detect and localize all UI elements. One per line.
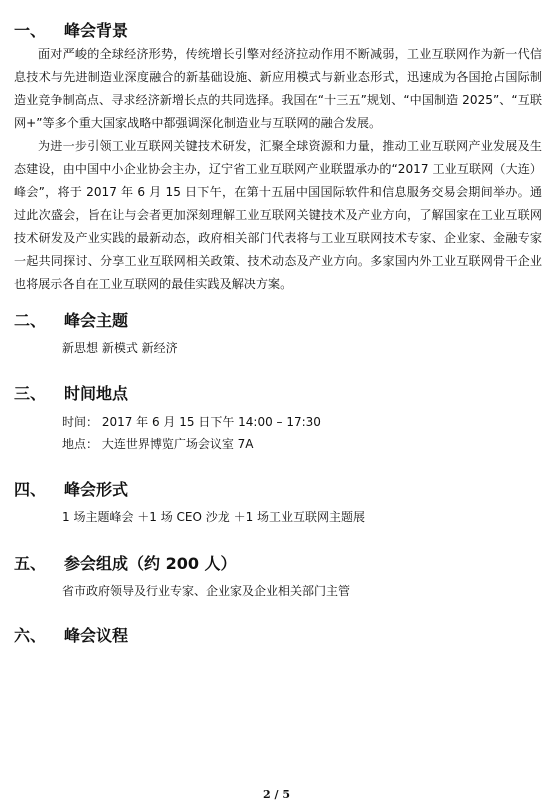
background-paragraph-2: 为进一步引领工业互联网关键技术研发，汇聚全球资源和力量，推动工业互联网产业发展及生态建设，由中国中小企业协会主办，辽宁省工业互联网产业联盟承办的“2017 工业互联网（大连）峰会”，将于 2017 年 6 月 15 日下午，在第十五届中国国际软件和信息服务交易会期间举办。通过此次盛会，旨在让与会者更加深刻理解工业互联网关键技术及产业方向，了解国家在工业互联网技术研发及产业实践的最新动态，政府相关部门代表将与工业互联网技术专家、企业家、金融专家一起共同探讨、分享工业互联网相关政策、技术动态及产业方向。多家国内外工业互联网骨干企业也将展示各自在工业互联网的最佳实践及解决方案。	[14, 139, 542, 291]
section-heading-format	[14, 480, 128, 500]
section-title: 峰会形式	[64, 480, 129, 499]
attendees-text: 省市政府领导及行业专家、企业家及企业相关部门主管	[62, 584, 351, 598]
section-heading-background	[14, 21, 128, 41]
section-title: 峰会背景	[64, 21, 129, 40]
event-time: 时间： 2017 年 6 月 15 日下午 14:00 – 17:30	[62, 415, 321, 429]
theme-text: 新思想 新模式 新经济	[62, 341, 178, 355]
background-paragraph-1: 面对严峻的全球经济形势，传统增长引擎对经济拉动作用不断减弱，工业互联网作为新一代信息技术与先进制造业深度融合的新基础设施、新应用模式与新业态形式，迅速成为各国抢占国际制造业竞争制高点、寻求经济新增长点的共同选择。我国在“十三五”规划、“中国制造 2025”、“互联网+”等多个重大国家战略中都强调深化制造业与互联网的融合发展。	[14, 47, 542, 130]
format-text: 1 场主题峰会 ＋1 场 CEO 沙龙 ＋1 场工业互联网主题展	[62, 510, 366, 524]
section-number: 一、	[14, 21, 47, 40]
section-title: 时间地点	[64, 384, 129, 403]
section-number: 三、	[14, 384, 47, 403]
section-number: 二、	[14, 311, 47, 330]
page-number: 2 / 5	[263, 788, 290, 801]
section-title: 峰会议程	[64, 626, 129, 645]
section-number: 六、	[14, 626, 47, 645]
section-heading-attendees	[14, 554, 237, 574]
section-heading-theme	[14, 311, 128, 331]
section-heading-agenda	[14, 626, 128, 646]
section-title: 参会组成（约 200 人）	[64, 554, 237, 573]
event-place: 地点： 大连世界博览广场会议室 7A	[62, 437, 254, 451]
section-title: 峰会主题	[64, 311, 129, 330]
section-number: 四、	[14, 480, 47, 499]
section-number: 五、	[14, 554, 47, 573]
section-heading-time-place	[14, 384, 128, 404]
